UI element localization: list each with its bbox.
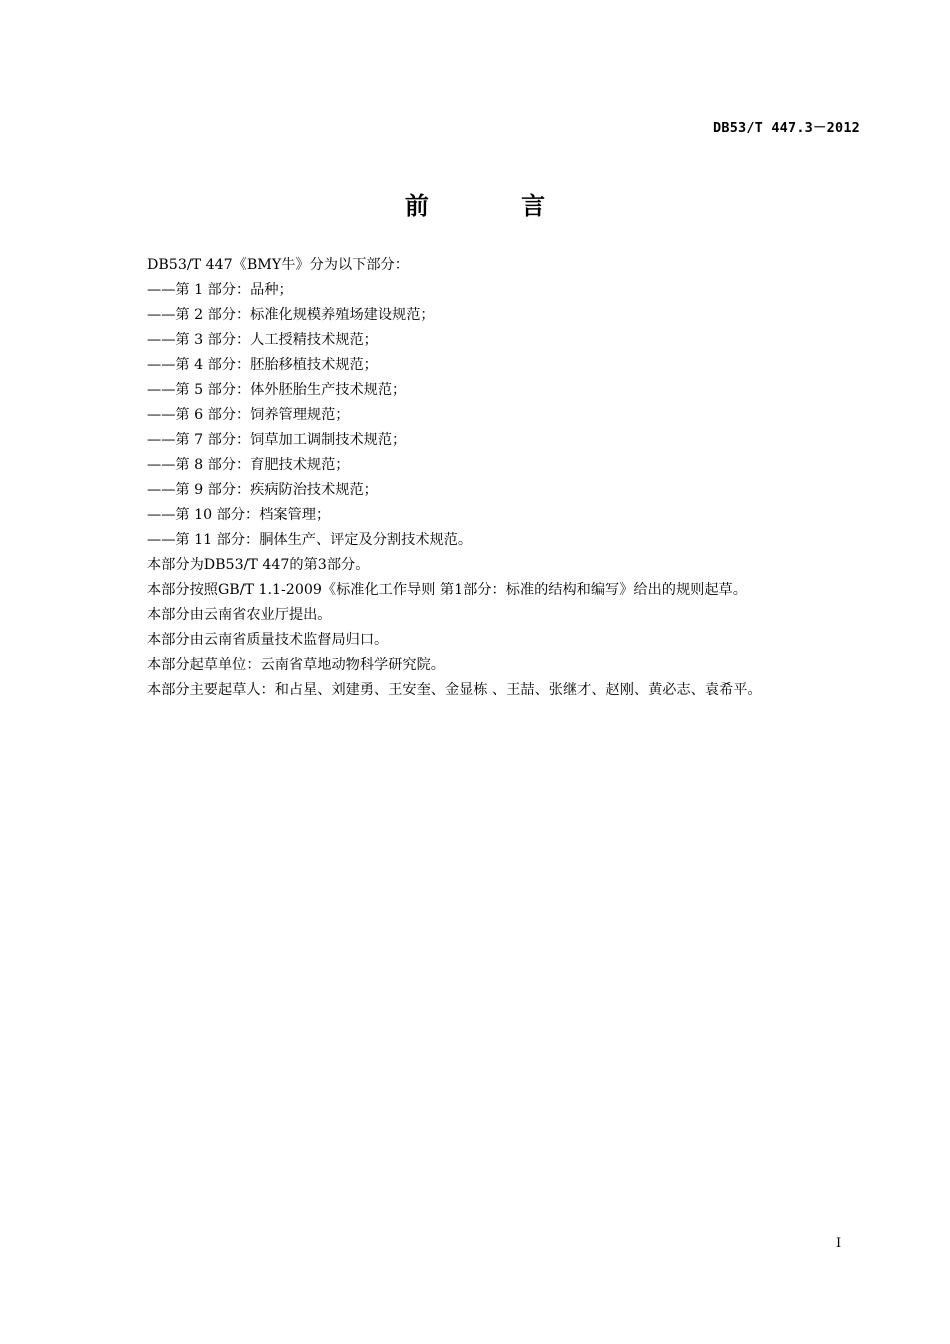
page-title: 前 言 bbox=[404, 192, 588, 220]
part-2-line: ——第 2 部分：标准化规模养殖场建设规范； bbox=[147, 307, 435, 323]
part-1-line: ——第 1 部分：品种； bbox=[147, 282, 293, 298]
administrator-statement: 本部分由云南省质量技术监督局归口。 bbox=[147, 632, 389, 648]
this-part-statement: 本部分为DB53/T 447的第3部分。 bbox=[147, 557, 370, 573]
part-5-line: ——第 5 部分：体外胚胎生产技术规范； bbox=[147, 382, 407, 398]
intro-line: DB53/T 447《BMY牛》分为以下部分： bbox=[147, 257, 409, 273]
part-4-line: ——第 4 部分：胚胎移植技术规范； bbox=[147, 357, 378, 373]
part-8-line: ——第 8 部分：育肥技术规范； bbox=[147, 457, 350, 473]
document-code: DB53/T 447.3－2012 bbox=[713, 120, 860, 136]
proposer-statement: 本部分由云南省农业厅提出。 bbox=[147, 607, 332, 623]
part-9-line: ——第 9 部分：疾病防治技术规范； bbox=[147, 482, 378, 498]
part-10-line: ——第 10 部分：档案管理； bbox=[147, 507, 331, 523]
drafting-unit-statement: 本部分起草单位：云南省草地动物科学研究院。 bbox=[147, 657, 445, 673]
part-6-line: ——第 6 部分：饲养管理规范； bbox=[147, 407, 350, 423]
part-3-line: ——第 3 部分：人工授精技术规范； bbox=[147, 332, 378, 348]
drafting-rules-statement: 本部分按照GB/T 1.1-2009《标准化工作导则 第1部分：标准的结构和编写》给出的规则起草。 bbox=[147, 582, 747, 598]
body-text bbox=[147, 253, 867, 703]
part-11-line: ——第 11 部分：胴体生产、评定及分割技术规范。 bbox=[147, 532, 473, 548]
page-number: I bbox=[836, 1236, 842, 1251]
part-7-line: ——第 7 部分：饲草加工调制技术规范； bbox=[147, 432, 407, 448]
drafters-statement: 本部分主要起草人：和占星、刘建勇、王安奎、金显栋 、王喆、张继才、赵刚、黄必志、袁希平。 bbox=[147, 682, 762, 698]
